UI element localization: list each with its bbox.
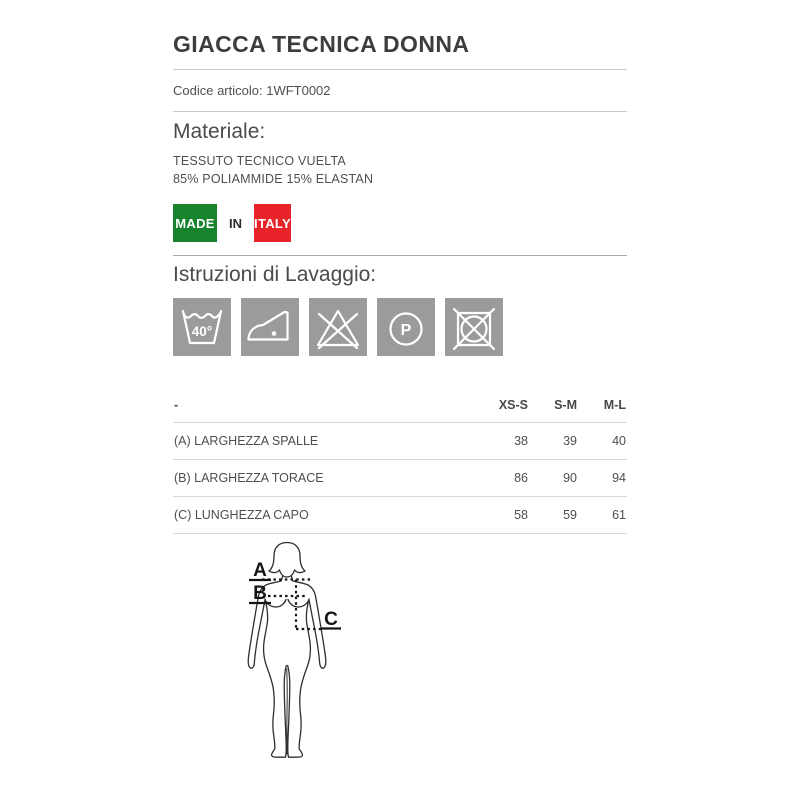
row-label: (B) LARGHEZZA TORACE xyxy=(173,460,480,497)
label-c: C xyxy=(324,609,338,630)
svg-text:P: P xyxy=(400,322,412,339)
cell-value: 90 xyxy=(529,460,578,497)
label-b: B xyxy=(253,583,267,604)
material-description xyxy=(173,152,373,188)
size-table xyxy=(173,388,627,534)
cell-value: 58 xyxy=(480,497,529,534)
table-row xyxy=(173,497,627,534)
cell-value: 86 xyxy=(480,460,529,497)
divider xyxy=(173,255,627,256)
material-line-1: TESSUTO TECNICO VUELTA xyxy=(173,154,346,168)
cell-value: 61 xyxy=(578,497,627,534)
care-icons-row xyxy=(173,298,503,356)
iron-icon xyxy=(241,298,299,356)
made-in-italy-badge xyxy=(173,204,291,242)
do-not-tumble-dry-icon xyxy=(445,298,503,356)
col-header-xs-s: XS-S xyxy=(480,388,529,423)
wash-40-icon xyxy=(173,298,231,356)
material-heading: Materiale: xyxy=(173,120,266,143)
col-header-m-l: M-L xyxy=(578,388,627,423)
col-header-s-m: S-M xyxy=(529,388,578,423)
italy-flag-badge: ITALY xyxy=(254,204,291,242)
made-flag-badge: MADE xyxy=(173,204,217,242)
cell-value: 40 xyxy=(578,423,627,460)
table-row xyxy=(173,460,627,497)
body-measurement-diagram xyxy=(235,533,365,786)
do-not-bleach-icon xyxy=(309,298,367,356)
cell-value: 39 xyxy=(529,423,578,460)
table-row xyxy=(173,423,627,460)
washing-heading: Istruzioni di Lavaggio: xyxy=(173,263,377,286)
material-line-2: 85% POLIAMMIDE 15% ELASTAN xyxy=(173,172,374,186)
dry-clean-p-icon xyxy=(377,298,435,356)
cell-value: 94 xyxy=(578,460,627,497)
page-title: GIACCA TECNICA DONNA xyxy=(173,31,470,57)
divider xyxy=(173,69,627,70)
in-label: IN xyxy=(229,215,242,231)
col-header-dash: - xyxy=(173,388,480,423)
divider xyxy=(173,111,627,112)
svg-text:40°: 40° xyxy=(191,324,213,339)
article-code: Codice articolo: 1WFT0002 xyxy=(173,83,331,98)
cell-value: 59 xyxy=(529,497,578,534)
label-a: A xyxy=(253,560,267,581)
row-label: (C) LUNGHEZZA CAPO xyxy=(173,497,480,534)
row-label: (A) LARGHEZZA SPALLE xyxy=(173,423,480,460)
size-table-header-row xyxy=(173,388,627,423)
cell-value: 38 xyxy=(480,423,529,460)
